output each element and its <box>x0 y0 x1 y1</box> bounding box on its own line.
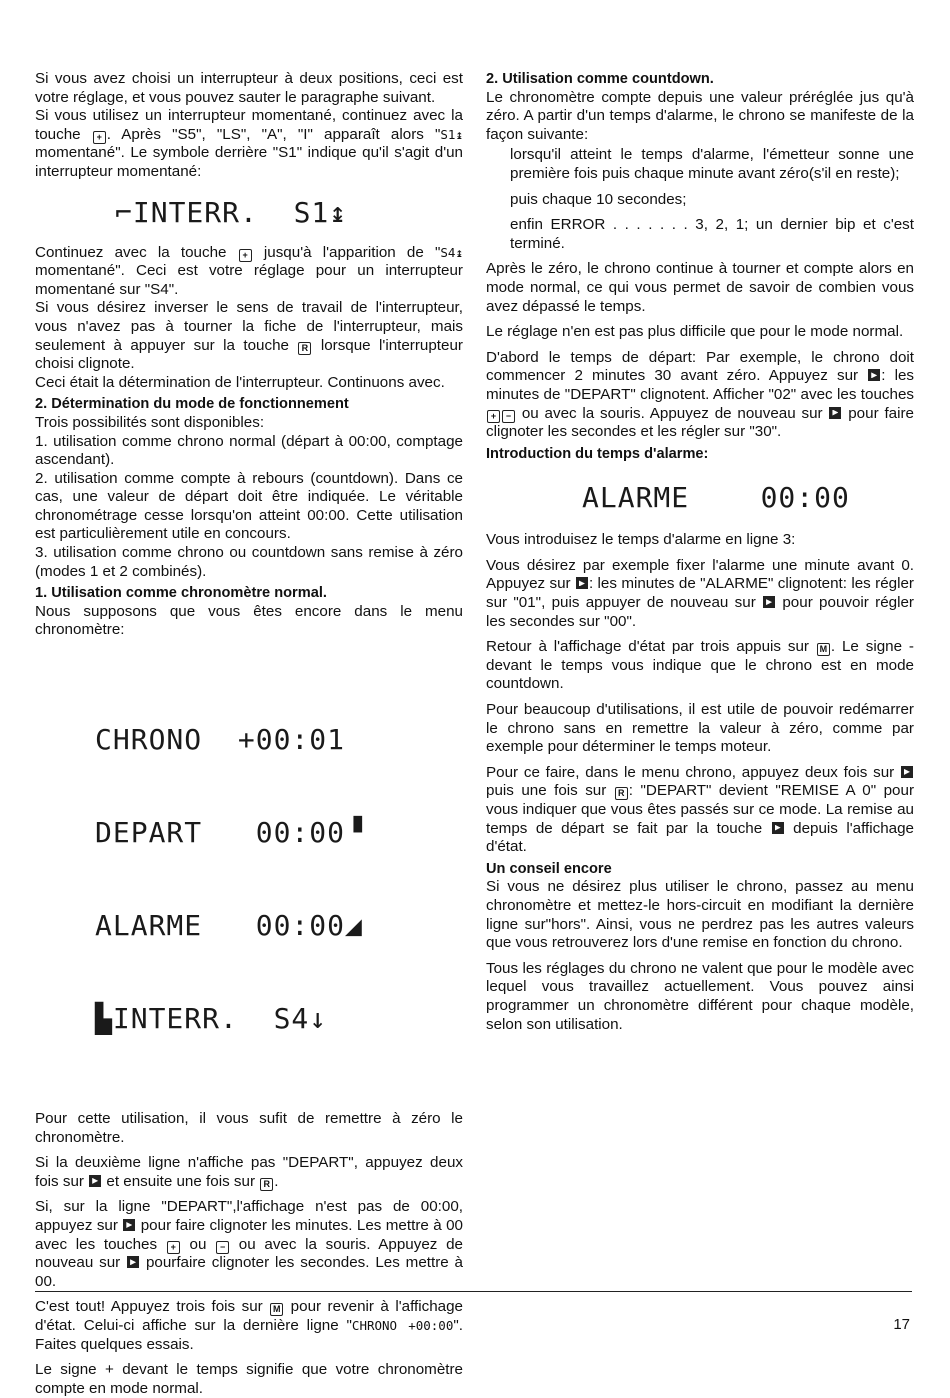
lcd-line: CHRONO +00:01 <box>95 723 346 757</box>
plus-key-icon: + <box>239 249 252 262</box>
arrow-key-icon <box>829 407 841 419</box>
paragraph: Vous introduisez le temps d'alarme en ligne 3: <box>486 531 796 549</box>
r-key-icon: R <box>615 787 628 800</box>
minus-key-icon: − <box>502 410 515 423</box>
list-item: enfin ERROR . . . . . . . 3, 2, 1; un dernier bip et c'est terminé. <box>510 216 914 252</box>
paragraph: Tous les réglages du chrono ne valent que pour le modèle avec lequel vous travaillez actuellement. Vous pouvez ainsi programmer un chronomètre différent pour chaque modèle, selon son utilisation. <box>486 959 914 1033</box>
lcd-display-chrono-menu <box>95 662 463 1096</box>
section-heading: Un conseil encore <box>486 860 612 877</box>
page-number: 17 <box>893 1316 910 1333</box>
paragraph: Trois possibilités sont disponibles: <box>35 413 265 431</box>
plus-key-icon: + <box>487 410 500 423</box>
plus-key-icon: + <box>167 1241 180 1254</box>
paragraph: Pour ce faire, dans le menu chrono, appuyez deux fois sur puis une fois sur R : "DEPART" devient "REMISE A 0" pour vous indiquer que vous êtes passés sur ce mode. La remise au temps de départ se fait par la touche depuis l'affichage d'état. <box>486 763 914 856</box>
paragraph: Si vous avez choisi un interrupteur à deux positions, ceci est votre réglage, et vous pouvez sauter le paragraphe suivant. <box>35 70 463 106</box>
paragraph: Si la deuxième ligne n'affiche pas "DEPART", appuyez deux fois sur et ensuite une fois sur R . <box>35 1154 463 1190</box>
plus-key-icon: + <box>93 131 106 144</box>
arrow-key-icon <box>123 1219 135 1231</box>
right-column <box>486 70 914 1034</box>
paragraph: Retour à l'affichage d'état par trois appuis sur M . Le signe - devant le temps vous indique que le chrono est en mode countdown. <box>486 638 914 693</box>
list-item: lorsqu'il atteint le temps d'alarme, l'émetteur sonne une première fois puis chaque minute avant zéro(s'il en reste); <box>510 146 914 182</box>
paragraph: Si vous utilisez un interrupteur momentané, continuez avec la touche + . Après "S5", "LS", "A", "I" apparaît alors "S1↨ momentané". Le symbole derrière "S1" indique qu'il s'agit d'un interrupteur momentané: <box>35 107 463 180</box>
arrow-key-icon <box>89 1175 101 1187</box>
minus-key-icon: − <box>216 1241 229 1254</box>
paragraph: Le chronomètre compte depuis une valeur préréglée jus qu'à zéro. A partir d'un temps d'alarme, le chrono se manifeste de la façon suivante: <box>486 88 914 143</box>
lcd-line: ▙INTERR. S4↓ <box>95 1002 328 1036</box>
arrow-key-icon <box>868 369 880 381</box>
paragraph: Le réglage n'en est pas plus difficile que pour le mode normal. <box>486 323 904 341</box>
m-key-icon: M <box>270 1303 283 1316</box>
section-heading: 2. Détermination du mode de fonctionnement <box>35 396 349 413</box>
paragraph: Nous supposons que vous êtes encore dans le menu chronomètre: <box>35 602 463 639</box>
paragraph: Si, sur la ligne "DEPART",l'affichage n'est pas de 00:00, appuyez sur pour faire clignoter les minutes. Les mettre à 00 avec les touches + ou − ou avec la souris. Appuyez de nouveau sur pourfaire clignoter les secondes. Les mettre à 00. <box>35 1198 463 1290</box>
left-column <box>35 70 463 1398</box>
paragraph: 1. utilisation comme chrono normal (départ à 00:00, comptage ascendant). <box>35 432 463 469</box>
arrow-key-icon <box>763 596 775 608</box>
paragraph: Ceci était la détermination de l'interrupteur. Continuons avec. <box>35 373 445 391</box>
m-key-icon: M <box>817 643 830 656</box>
paragraph: Si vous désirez inverser le sens de travail de l'interrupteur, vous n'avez pas à tourner la fiche de l'interrupteur, mais seulement à appuyer sur la touche R lorsque l'interrupteur choisi clignote. <box>35 299 463 373</box>
r-key-icon: R <box>298 342 311 355</box>
arrow-key-icon <box>772 822 784 834</box>
section-heading: Introduction du temps d'alarme: <box>486 445 709 462</box>
arrow-key-icon <box>576 577 588 589</box>
arrow-key-icon <box>127 1256 139 1268</box>
footer-divider <box>35 1291 912 1292</box>
lcd-line: ALARME 00:00◢ <box>95 909 363 943</box>
paragraph: Pour beaucoup d'utilisations, il est utile de pouvoir redémarrer le chrono sans en remettre la valeur à zéro, comme par exemple pour déterminer le temps moteur. <box>486 701 914 756</box>
paragraph: 2. utilisation comme compte à rebours (countdown). Dans ce cas, une valeur de départ doit être indiquée. Le véritable chronométrage cesse lorsqu'on atteint 00:00. Cette utilisation est particulièrement utile en concours. <box>35 469 463 543</box>
paragraph: Vous désirez par exemple fixer l'alarme une minute avant 0. Appuyez sur : les minutes de "ALARME" clignotent: les régler sur "01", puis appuyer de nouveau sur pour pouvoir régler les secondes sur "00". <box>486 556 914 630</box>
paragraph: Continuez avec la touche + jusqu'à l'apparition de "S4↨ momentané". Ceci est votre réglage pour un interrupteur momentané sur "S4". <box>35 243 463 298</box>
paragraph: D'abord le temps de départ: Par exemple, le chrono doit commencer 2 minutes 30 avant zéro. Appuyez sur : les minutes de "DEPART" clignotent. Afficher "02" avec les touches + − ou avec la souris. Appuyez de nouveau sur pour faire clignoter les secondes et les régler sur "30". <box>486 348 914 441</box>
lcd-display-alarme: ALARME 00:00 <box>582 481 850 515</box>
lcd-line: DEPART 00:00▝ <box>95 816 363 850</box>
section-heading: 2. Utilisation comme countdown. <box>486 71 714 87</box>
section-heading: 1. Utilisation comme chronomètre normal. <box>35 585 327 602</box>
paragraph: Pour cette utilisation, il vous sufit de remettre à zéro le chronomètre. <box>35 1110 463 1146</box>
paragraph: Après le zéro, le chrono continue à tourner et compte alors en mode normal, ce qui vous permet de savoir de combien vous avez dépassé le temps. <box>486 260 914 315</box>
lcd-display-interr: ⌐INTERR. S1↨ <box>115 195 348 229</box>
paragraph: C'est tout! Appuyez trois fois sur M pour revenir à l'affichage d'état. Celui-ci affiche sur la dernière ligne "CHRONO +00:00". Faites quelques essais. <box>35 1298 463 1353</box>
r-key-icon: R <box>260 1178 273 1191</box>
paragraph: Si vous ne désirez plus utiliser le chrono, passez au menu chronomètre et mettez-le hors-circuit en modifiant la dernière ligne sur"hors". Ainsi, vous ne perdrez pas les autres valeurs que vous retrouverez lors d'une remise en fonction du chrono. <box>486 878 914 952</box>
paragraph: 3. utilisation comme chrono ou countdown sans remise à zéro (modes 1 et 2 combinés). <box>35 544 463 580</box>
paragraph: Le signe + devant le temps signifie que votre chronomètre compte en mode normal. <box>35 1361 463 1397</box>
list-item: puis chaque 10 secondes; <box>510 190 687 208</box>
arrow-key-icon <box>901 766 913 778</box>
